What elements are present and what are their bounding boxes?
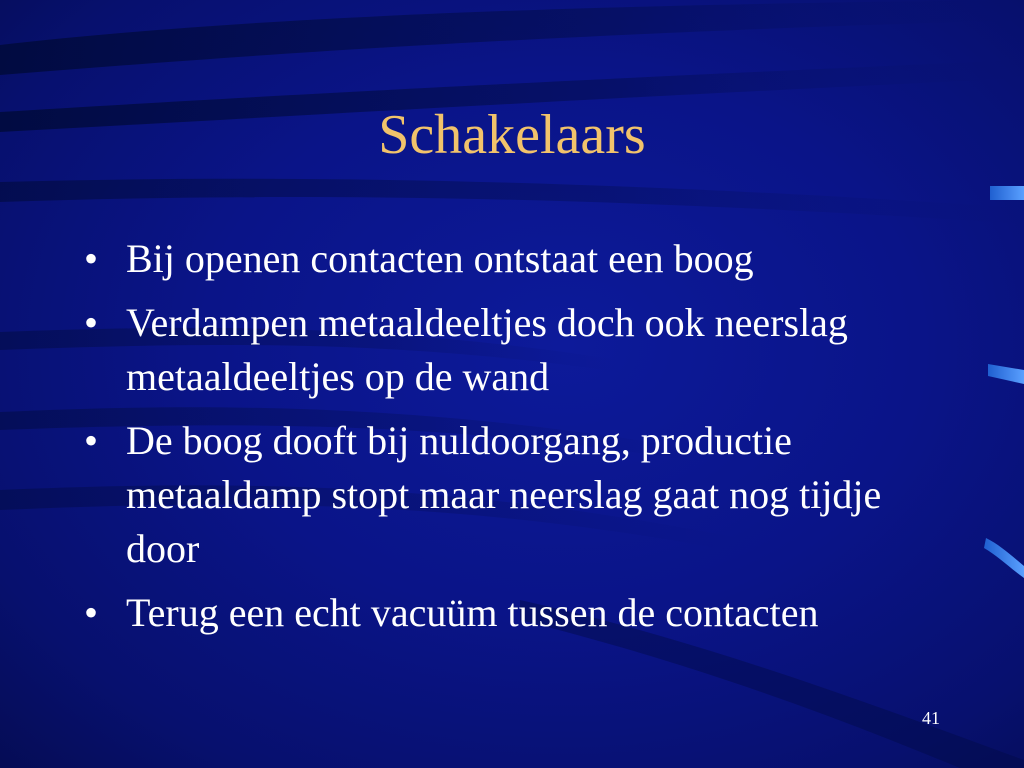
bullet-point-icon: • — [84, 418, 99, 463]
bullet-text: Terug een echt vacuüm tussen de contacten — [126, 590, 819, 635]
bullet-point-icon: • — [84, 590, 99, 635]
bullet-item — [84, 296, 954, 404]
bullet-list — [84, 232, 954, 650]
bullet-item — [84, 232, 954, 286]
bullet-item — [84, 414, 954, 576]
bullet-text: Verdampen metaaldeeltjes doch ook neerslag metaaldeeltjes op de wand — [126, 300, 848, 399]
bullet-text: Bij openen contacten ontstaat een boog — [126, 236, 754, 281]
bullet-point-icon: • — [84, 300, 99, 345]
bullet-item — [84, 586, 954, 640]
bullet-point-icon: • — [84, 236, 99, 281]
slide-title: Schakelaars — [378, 104, 646, 166]
slide-page-number: 41 — [922, 708, 940, 728]
bullet-text: De boog dooft bij nuldoorgang, productie metaaldamp stopt maar neerslag gaat nog tijdje door — [126, 418, 882, 571]
